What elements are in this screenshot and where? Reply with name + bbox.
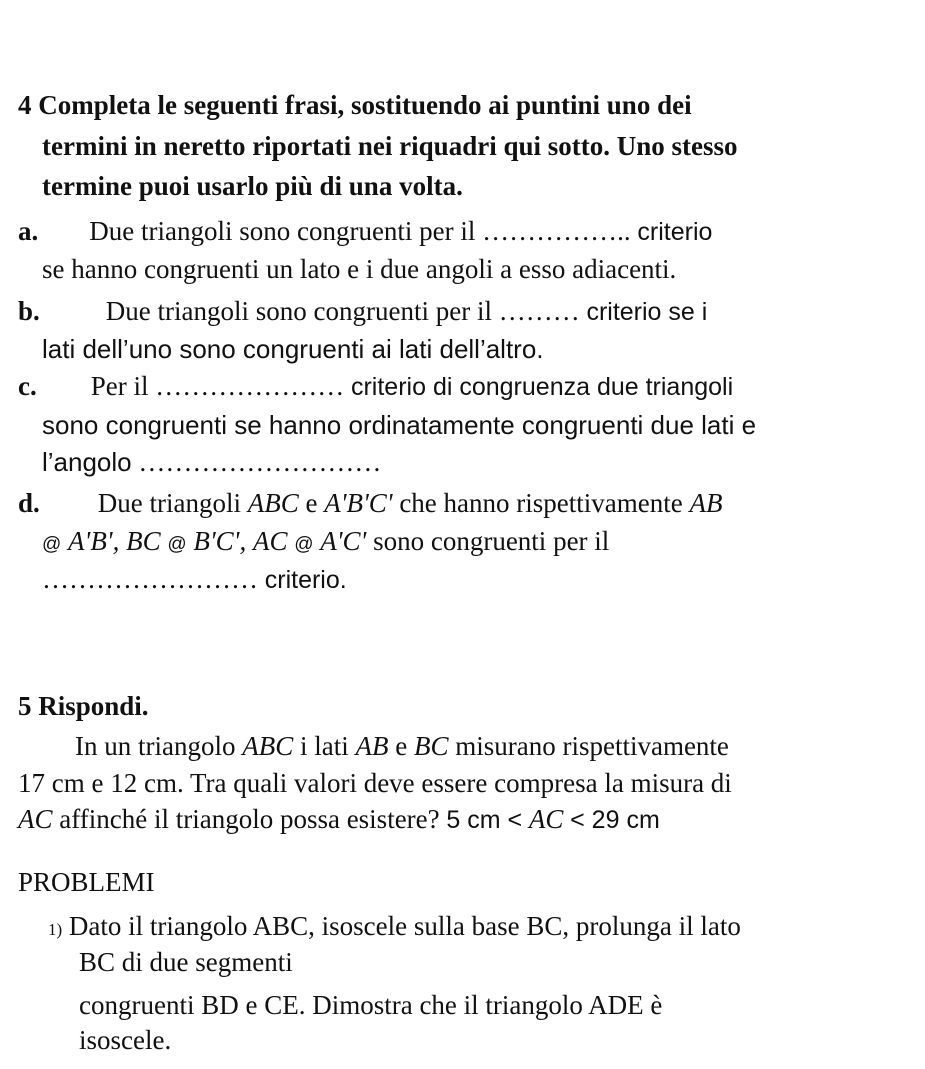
item-a-blank[interactable]: ……………..: [482, 216, 631, 246]
item-d-segment-ab-prime: A'B',: [68, 526, 120, 556]
exercise-4-title-line-3: termine puoi usarlo più di una volta.: [42, 171, 463, 201]
item-c-line-2: sono congruenti se hanno ordinatamente congruenti due lati e: [42, 410, 757, 440]
item-c-text-2: criterio di congruenza due triangoli: [350, 373, 734, 401]
item-d-text-4: criterio.: [264, 566, 347, 594]
exercise-4-title-line-2: termini in neretto riportati nei riquadri qui sotto. Uno stesso: [42, 131, 738, 161]
item-b-blank[interactable]: ………: [498, 296, 580, 326]
item-b-text-1: Due triangoli sono congruenti per il: [105, 296, 492, 326]
item-d-segment-ac-prime: A'C': [320, 526, 367, 556]
exercise-4-title-line-1: 4 Completa le seguenti frasi, sostituendo ai puntini uno dei: [18, 90, 692, 120]
item-d-segment-ac: AC: [252, 526, 288, 556]
problem-1-line-4: isoscele.: [79, 1025, 172, 1055]
item-c-label: c.: [18, 371, 37, 401]
item-c-text-1: Per il: [90, 371, 149, 401]
item-c-blank[interactable]: …………………: [155, 371, 345, 401]
item-a-line-2: se hanno congruenti un lato e i due angoli a esso adiacenti.: [42, 254, 677, 284]
ex5-answer-lower: 5 cm <: [446, 806, 523, 834]
ex5-text-3: e: [395, 731, 408, 761]
problemi-heading: PROBLEMI: [18, 867, 155, 897]
item-b-line-1: [18, 295, 707, 328]
congruent-symbol: @: [42, 534, 62, 555]
congruent-symbol: @: [167, 534, 187, 555]
congruent-symbol: @: [294, 534, 314, 555]
ex5-segment-ab: AB: [355, 731, 389, 761]
item-d-label: d.: [18, 488, 40, 518]
item-d-text-3: sono congruenti per il: [373, 526, 610, 556]
item-d-line-1: [18, 487, 722, 519]
item-d-and: e: [305, 488, 318, 518]
item-b-label: b.: [18, 296, 40, 326]
item-d-blank[interactable]: ……………………: [42, 564, 258, 594]
item-d-segment-bc: BC: [126, 526, 161, 556]
problem-1-line-1: [48, 910, 741, 946]
item-c-line-1: [18, 370, 733, 403]
item-d-line-2: [42, 525, 609, 561]
ex5-text-2: i lati: [299, 731, 349, 761]
item-c-blank-2[interactable]: ………………………: [138, 447, 382, 477]
item-a-text-1: Due triangoli sono congruenti per il: [89, 216, 476, 246]
item-d-segment-bc-prime: B'C',: [193, 526, 247, 556]
ex5-segment-bc: BC: [413, 731, 449, 761]
problem-1-text-1: Dato il triangolo ABC, isoscele sulla base BC, prolunga il lato: [68, 911, 741, 941]
exercise-5-title: 5 Rispondi.: [18, 691, 149, 721]
item-d-triangle-abc-prime: A'B'C': [324, 488, 393, 518]
ex5-triangle-abc: ABC: [242, 731, 294, 761]
item-b-line-2: lati dell’uno sono congruenti ai lati dell’altro.: [42, 334, 544, 364]
problem-1-line-3: congruenti BD e CE. Dimostra che il triangolo ADE è: [79, 990, 663, 1020]
ex5-segment-ac: AC: [18, 804, 53, 834]
ex5-answer-upper: < 29 cm: [570, 806, 660, 834]
item-a-text-2: criterio: [637, 218, 713, 246]
exercise-5-line-3: [18, 803, 660, 836]
ex5-text-4: misurano rispettivamente: [455, 731, 729, 761]
exercise-5-line-1: [75, 730, 729, 762]
problem-1-line-2: BC di due segmenti: [79, 947, 293, 977]
problem-1-number: 1): [48, 920, 63, 939]
item-b-text-2: criterio se i: [586, 298, 708, 326]
item-a-label: a.: [18, 216, 39, 246]
item-d-text-1: Due triangoli: [97, 488, 241, 518]
item-d-line-3: [42, 563, 347, 596]
item-d-segment-ab: AB: [689, 488, 723, 518]
item-c-text-3: l’angolo: [42, 447, 132, 477]
item-a-line-1: [18, 215, 712, 248]
item-d-triangle-abc: ABC: [247, 488, 299, 518]
item-d-text-2: che hanno rispettivamente: [399, 488, 683, 518]
exercise-5-line-2: 17 cm e 12 cm. Tra quali valori deve essere compresa la misura di: [18, 768, 732, 798]
ex5-question: affinché il triangolo possa esistere?: [59, 804, 440, 834]
ex5-text-1: In un triangolo: [75, 731, 236, 761]
ex5-answer-ac: AC: [528, 804, 564, 834]
item-c-line-3: [42, 446, 381, 478]
